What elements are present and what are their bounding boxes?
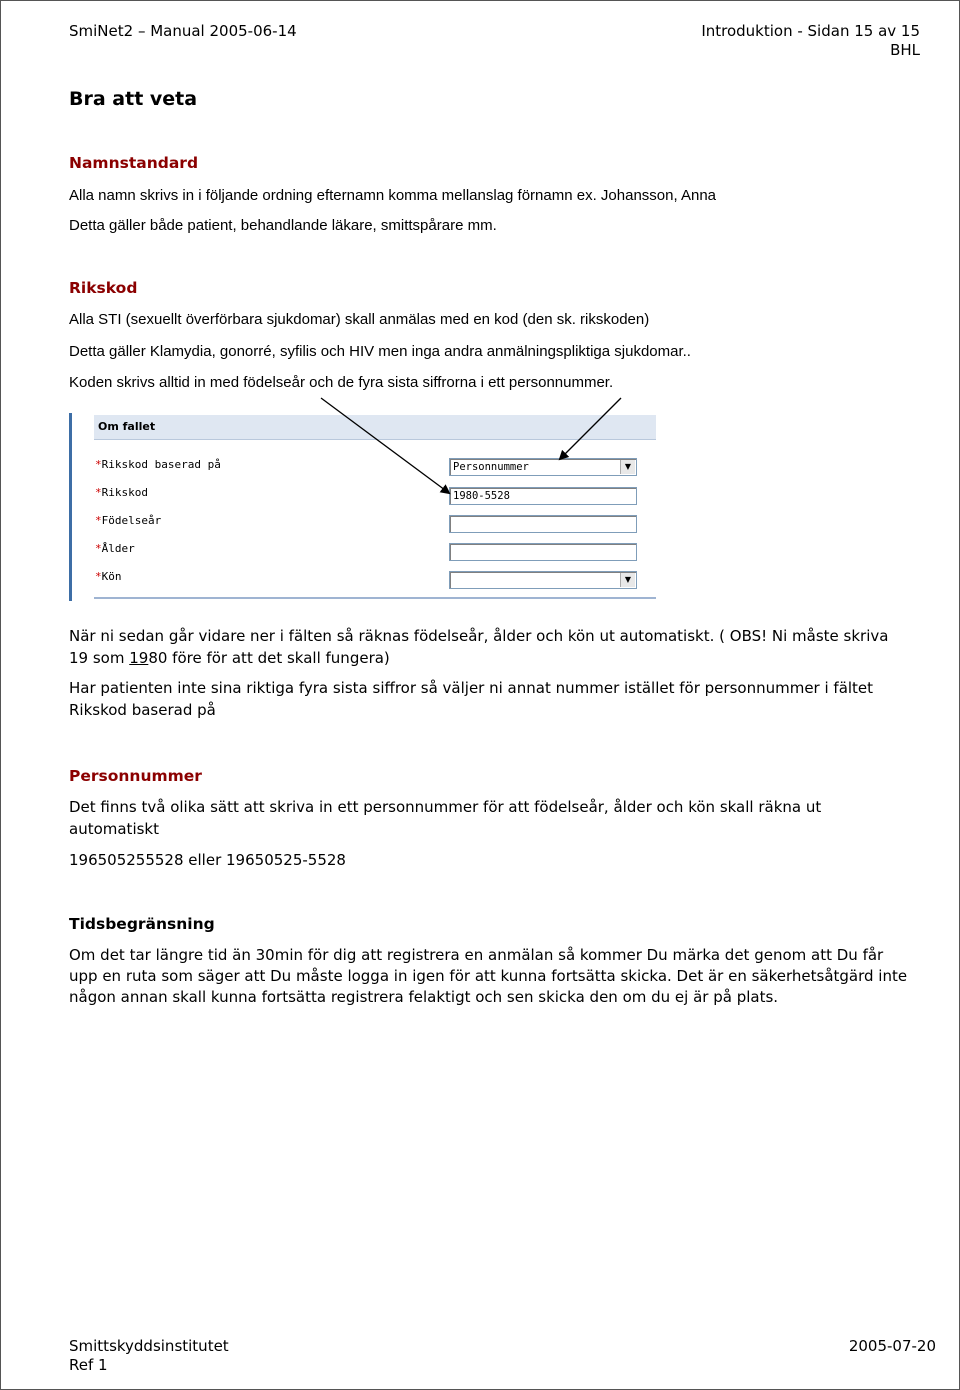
footer-org: Smittskyddsinstitutet	[69, 1337, 229, 1355]
arrow-to-rikskod	[321, 398, 449, 493]
field-label-kon: *Kön	[95, 570, 122, 583]
namnstandard-heading: Namnstandard	[69, 154, 199, 172]
field-label-alder: *Ålder	[95, 542, 135, 555]
field-label-rikskod: *Rikskod	[95, 486, 148, 499]
personnummer-line2: automatiskt	[69, 820, 159, 838]
footer-date: 2005-07-20	[848, 1337, 936, 1355]
namnstandard-line1: Alla namn skrivs in i följande ordning efternamn komma mellanslag förnamn ex. Johansson, Anna	[69, 187, 717, 204]
chevron-down-icon[interactable]: ▼	[620, 460, 635, 474]
tidsbegransning-line1: Om det tar längre tid än 30min för dig att registrera en anmälan så kommer Du märka det genom att Du får	[69, 946, 884, 964]
rikskod-line2: Detta gäller Klamydia, gonorré, syfilis och HIV men inga andra anmälningspliktiga sjukdomar..	[69, 343, 691, 360]
header-initials: BHL	[890, 41, 920, 59]
after-form-p1-line1: När ni sedan går vidare ner i fälten så räknas födelseår, ålder och kön ut automatiskt. ( OBS! Ni måste skriva	[69, 627, 889, 645]
after-form-p1-line2: 19 som 1980 före för att det skall fungera)	[69, 649, 390, 667]
chevron-down-icon[interactable]: ▼	[620, 573, 635, 587]
field-label-rikskod-baserad: *Rikskod baserad på	[95, 458, 221, 471]
rikskod-heading: Rikskod	[69, 279, 138, 297]
after-form-p2-line1: Har patienten inte sina riktiga fyra sista siffror så väljer ni annat nummer istället för personnummer i fältet	[69, 679, 874, 697]
tidsbegransning-line3: någon annan skall kunna fortsätta registrera felaktigt och sen skicka den om du ej är på plats.	[69, 988, 779, 1006]
tidsbegransning-heading: Tidsbegränsning	[69, 915, 215, 933]
personnummer-heading: Personnummer	[69, 767, 202, 785]
header-left: SmiNet2 – Manual 2005-06-14	[69, 22, 297, 40]
field-label-fodelsear: *Födelseår	[95, 514, 162, 527]
rikskod-line3: Koden skrivs alltid in med födelseår och de fyra sista siffrorna i ett personnummer.	[69, 374, 614, 391]
rikskod-line1: Alla STI (sexuellt överförbara sjukdomar) skall anmälas med en kod (den sk. rikskoden)	[69, 311, 650, 328]
footer-ref: Ref 1	[69, 1356, 108, 1374]
personnummer-line1: Det finns två olika sätt att skriva in ett personnummer för att födelseår, ålder och kön skall räkna ut	[69, 798, 822, 816]
tidsbegransning-line2: upp en ruta som säger att Du måste logga in igen för att kunna fortsätta skicka. Det är en säkerhetsåtgärd inte	[69, 967, 908, 985]
arrow-to-select	[560, 398, 621, 459]
rikskod-baserad-select[interactable]: Personnummer ▼	[449, 458, 637, 476]
header-right: Introduktion - Sidan 15 av 15	[701, 22, 920, 40]
form-section-title: Om fallet	[98, 420, 156, 433]
page-title: Bra att veta	[69, 88, 198, 110]
after-form-p2-line2: Rikskod baserad på	[69, 701, 216, 719]
personnummer-line3: 196505255528 eller 19650525-5528	[69, 851, 346, 869]
namnstandard-line2: Detta gäller både patient, behandlande läkare, smittspårare mm.	[69, 217, 497, 234]
rikskod-input[interactable]: 1980-5528	[449, 487, 637, 505]
